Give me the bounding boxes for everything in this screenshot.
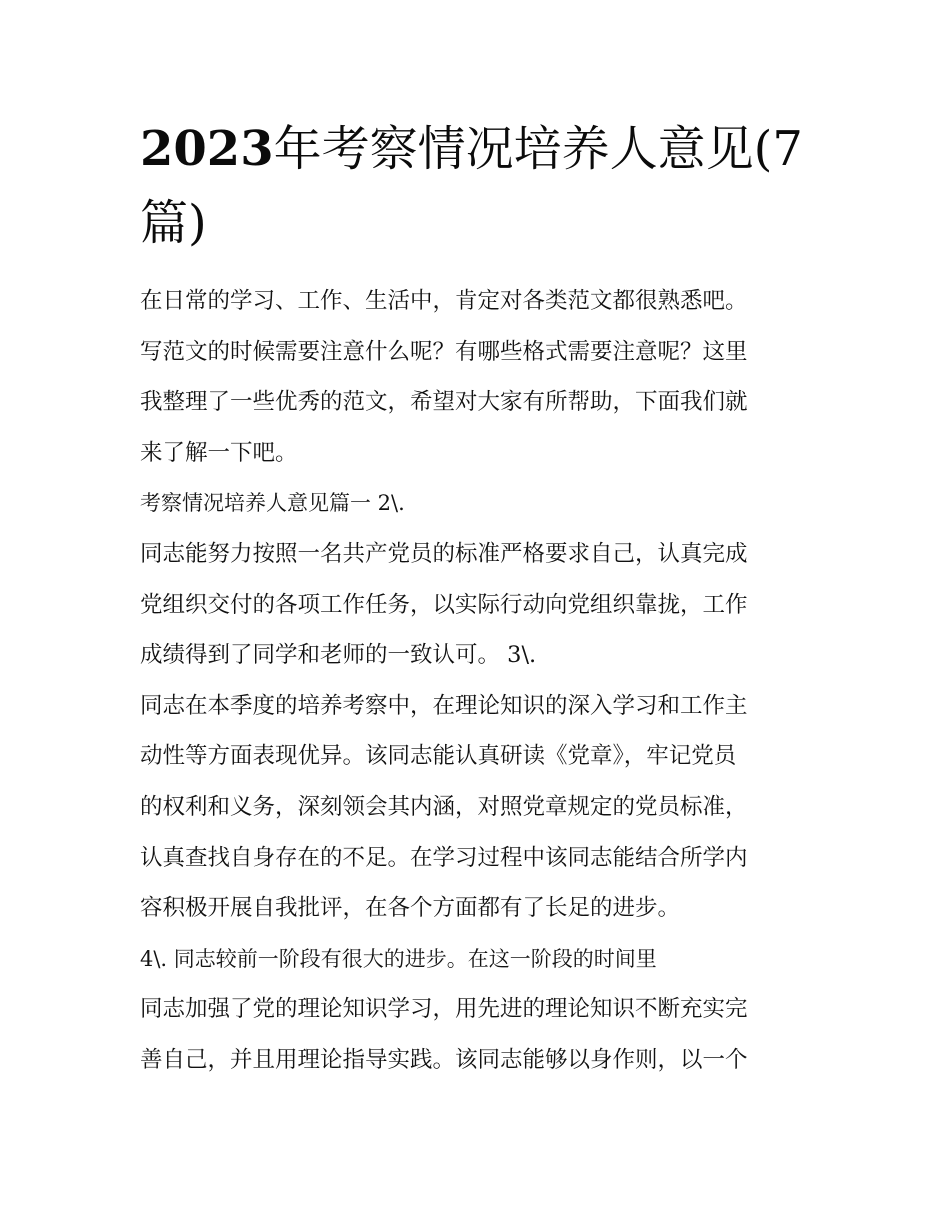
body-line: 同志能努力按照一名共产党员的标准严格要求自己，认真完成: [140, 540, 748, 567]
body-line: 动性等方面表现优异。该同志能认真研读《党章》，牢记党员: [140, 743, 737, 770]
title-main: 年考察情况培养人意见(7: [273, 121, 803, 177]
body-line: 在日常的学习、工作、生活中，肯定对各类范文都很熟悉吧。: [140, 288, 748, 314]
body-line: 4\. 同志较前一阶段有很大的进步。在这一阶段的时间里: [140, 946, 657, 971]
page-title: [140, 112, 820, 260]
body-line: 党组织交付的各项工作任务，以实际行动向党组织靠拢，工作: [140, 591, 748, 618]
body-line: 成绩得到了同学和老师的一致认可。 3\.: [140, 642, 537, 669]
title-tail: 篇): [140, 195, 207, 251]
body-line: 认真查找自身存在的不足。在学习过程中该同志能结合所学内: [140, 844, 748, 871]
body-line: 同志加强了党的理论知识学习，用先进的理论知识不断充实完: [140, 996, 748, 1023]
body-line: 同志在本季度的培养考察中，在理论知识的深入学习和工作主: [140, 692, 748, 719]
body-line: 我整理了一些优秀的范文，希望对大家有所帮助，下面我们就: [140, 389, 748, 416]
body-line: 写范文的时候需要注意什么呢？有哪些格式需要注意呢？这里: [140, 338, 748, 365]
body-line: 来了解一下吧。: [140, 439, 298, 466]
section-heading: 考察情况培养人意见篇一 2\.: [140, 491, 405, 516]
body-text: [140, 276, 820, 1086]
title-year: 2023: [140, 121, 274, 177]
body-line: 善自己，并且用理论指导实践。该同志能够以身作则，以一个: [140, 1046, 748, 1073]
body-line: 的权利和义务，深刻领会其内涵，对照党章规定的党员标准，: [140, 793, 748, 820]
body-line: 容积极开展自我批评，在各个方面都有了长足的进步。: [140, 895, 681, 922]
